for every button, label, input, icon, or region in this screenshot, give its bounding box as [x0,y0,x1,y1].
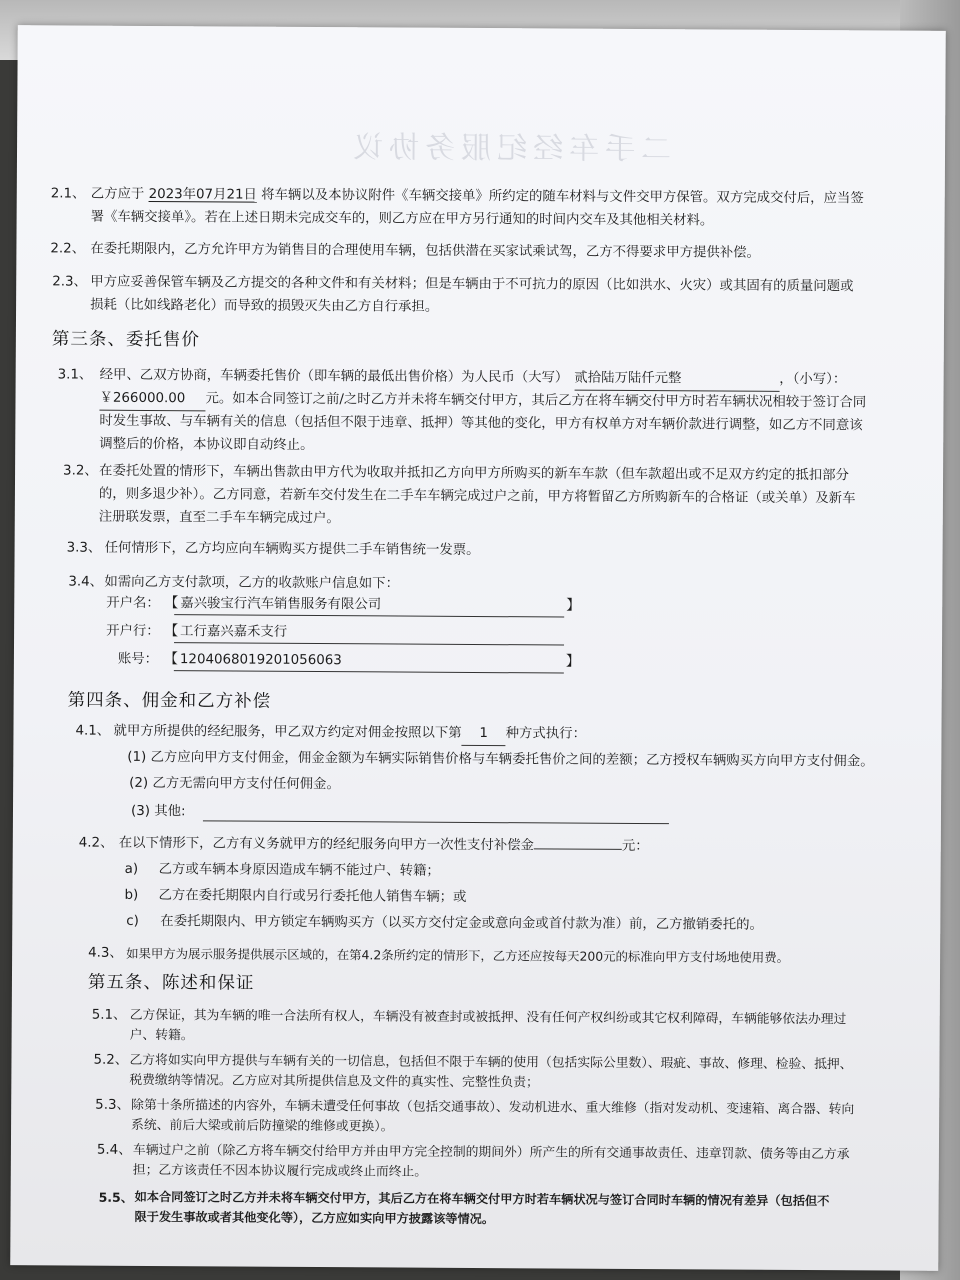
bank-value: 工行嘉兴嘉禾支行 [180,624,288,640]
clause-3-1-line-2: ￥266000.00 元。如本合同签订之前/之时乙方并未将车辆交付甲方，其后乙方在将车辆交付甲方时若车辆状况相较于签订合同 [99,387,866,416]
clause-number: 2.1、 [50,186,86,202]
item-label: a) [124,861,139,877]
bank-underline [174,642,564,645]
account-name-label: 开户名： [106,595,160,612]
clause-4-2-a: 乙方或车辆本身原因造成车辆不能过户、转籍； [158,862,440,879]
clause-3-1-line-3: 时发生事故、与车辆有关的信息（包括但不限于违章、抵押）等其他的变化，甲方有权单方对车辆价款进行调整，如乙方不同意该 [99,413,863,434]
commission-choice-field: 1 [462,722,506,746]
clause-4-2-b: 乙方在委托期限内自行或另行委托他人销售车辆；或 [158,888,467,905]
account-name-value: 嘉兴骏宝行汽车销售服务有限公司 [180,596,382,613]
item-label: b) [124,887,139,903]
clause-number: 5.2、 [93,1052,129,1068]
clause-5-2-line-1: 乙方将如实向甲方提供与车辆有关的一切信息，包括但不限于车辆的使用（包括实际公里数）、瑕疵、事故、修理、检验、抵押、 [129,1052,853,1073]
clause-4-1-line-1: 就甲方所提供的经纪服务，甲乙双方约定对佣金按照以下第 1 种方式执行： [113,720,586,747]
clause-number: 5.3、 [95,1097,130,1113]
clause-3-2-line-3: 注册联发票，直至二手车车辆完成过户。 [98,509,340,527]
section-4-heading: 第四条、佣金和乙方补偿 [67,690,272,712]
clause-5-1-line-2: 户、转籍。 [129,1027,194,1044]
clause-number: 5.5、 [98,1189,134,1205]
clause-5-5-line-1: 如本合同签订之时乙方并未将车辆交付甲方，其后乙方在将车辆交付甲方时若车辆状况与签订合同时车辆的情况有差异（包括但不 [134,1189,830,1209]
bleed-through-title: 二手车经纪服务协议 [346,130,672,168]
section-5-heading: 第五条、陈述和保证 [87,972,255,994]
clause-3-3-line-1: 任何情形下，乙方均应向车辆购买方提供二手车销售统一发票。 [104,540,480,559]
clause-3-2-line-2: 的，则多退少补）。乙方同意，若新车交付发生在二手车车辆完成过户之前，甲方将暂留乙方所购新车的合格证（或关单）及新车 [98,486,856,507]
commission-option-2: (2) 乙方无需向甲方支付任何佣金。 [129,775,340,793]
clause-4-2-c: 在委托期限内、甲方锁定车辆购买方（以买方交付定金或意向金或首付款为准）前，乙方撤销委托的。 [160,914,763,933]
bank-label: 开户行： [106,623,160,640]
clause-4-3-line-1: 如果甲方为展示服务提供展示区域的，在第4.2条所约定的情形下，乙方还应按每天200元的标准向甲方支付场地使用费。 [126,945,790,965]
price-in-words-field: 贰拾陆万陆仟元整 [574,367,779,392]
other-option-underline [203,820,669,824]
clause-number: 5.1、 [91,1007,127,1023]
compensation-amount-field [534,834,622,850]
contract-page: 二手车经纪服务协议 2.1、 乙方应于 2023年07月21日 将车辆以及本协议附件《车辆交接单》所约定的随车材料与文件交甲方保管。双方完成交付后，应当签 署《车辆交接单》。若在上述日期未完成交车的，则乙方应在甲方另行通知的时间内交车及其他相关材料。 2.2、 在委托期限内，乙方允许甲方为销售目的合理使用车辆，包括供潜在买家试乘试驾，乙方不得要求甲方提供补偿。 2.3、 甲方应妥善保管车辆及乙方提交的各种文件和有关材料；但是车辆由于不可抗力的原因（比如洪水、火灾）或其固有的质量问题或 损耗（比如线路老化）而导致的损毁灭失由乙方自行承担。 第三条、委托售价 3.1、 经甲、乙双方协商，车辆委托售价（即车辆的最低出售价格）为人民币（大写） 贰拾陆万陆仟元整 ，（小写）： ￥266000.00 元。如本合同签订之前/之时乙方并未将车辆交付甲方，其后乙方在将车辆交付甲方时若车辆状况相较于签订合同 时发生事故、与车辆有关的信息（包括但不限于违章、抵押）等其他的变化，甲方有权单方对车辆价款进行调整，如乙方不同意该 调整后的价格，本协议即自动终止。 3.2、 在委托处置的情形下，车辆出售款由甲方代为收取并抵扣乙方向甲方所购买的新车车款（但车款超出或不足双方约定的抵扣部分 的，则多退少补）。乙方同意，若新车交付发生在二手车车辆完成过户之前，甲方将暂留乙方所购新车的合格证（或关单）及新车 注册联发票，直至二手车车辆完成过户。 3.3、 任何情形下，乙方均应向车辆购买方提供二手车销售统一发票。 3.4、 如需向乙方支付款项，乙方的收款账户信息如下： 开户名： 【 嘉兴骏宝行汽车销售服务有限公司 】 开户行： 【 工行嘉兴嘉禾支行 账号： 【 1204068019201056063 】 第四条、佣金和乙方补偿 4.1、 就甲方所提供的经纪服务，甲乙双方约定对佣金按照以下第 1 种方式执行： (1) 乙方应向甲方支付佣金，佣金金额为车辆实际销售价格与车辆委托售价之间的差额；乙方授权车辆购买方向甲方支付佣金。 (2) 乙方无需向甲方支付任何佣金。 (3) 其他: 4.2、 在以下情形下，乙方有义务就甲方的经纪服务向甲方一次性支付补偿金 元： a) 乙方或车辆本身原因造成车辆不能过户、转籍； b) 乙方在委托期限内自行或另行委托他人销售车辆；或 c) 在委托期限内、甲方锁定车辆购买方（以买方交付定金或意向金或首付款为准）前，乙方撤销委托的。 4.3、 如果甲方为展示服务提供展示区域的，在第4.2条所约定的情形下，乙方还应按每天200元的标准向甲方支付场地使用费。 第五条、陈述和保证 5.1、 乙方保证，其为车辆的唯一合法所有权人，车辆没有被查封或被抵押、没有任何产权纠纷或其它权利障碍，车辆能够依法办理过 户、转籍。 5.2、 乙方将如实向甲方提供与车辆有关的一切信息，包括但不限于车辆的使用（包括实际公里数）、瑕疵、事故、修理、检验、抵押、 税费缴纳等情况。乙方应对其所提供信息及文件的真实性、完整性负责； 5.3、 除第十条所描述的内容外，车辆未遭受任何事故（包括交通事故）、发动机进水、重大维修（指对发动机、变速箱、离合器、转向 系统、前后大梁或前后防撞梁的维修或更换）。 5.4、 车辆过户之前（除乙方将车辆交付给甲方并由甲方完全控制的期间外）所产生的所有交通事故责任、违章罚款、债务等由乙方承 担；乙方该责任不因本协议履行完成或终止而终止。 5.5、 如本合同签订之时乙方并未将车辆交付甲方，其后乙方在将车辆交付甲方时若车辆状况与签订合同时车辆的情况有差异（包括但不 限于发生事故或者其他变化等），乙方应如实向甲方披露该等情况。 [10,25,946,1271]
account-number-value: 1204068019201056063 [179,652,342,669]
clause-2-3-line-1: 甲方应妥善保管车辆及乙方提交的各种文件和有关材料；但是车辆由于不可抗力的原因（比如洪水、火灾）或其固有的质量问题或 [90,274,854,295]
clause-5-3-line-2: 系统、前后大梁或前后防撞梁的维修或更换）。 [131,1117,394,1135]
clause-5-3-line-1: 除第十条所描述的内容外，车辆未遭受任何事故（包括交通事故）、发动机进水、重大维修（指对发动机、变速箱、离合器、转向 [131,1097,855,1118]
clause-number: 4.3、 [88,945,123,961]
item-label: c) [126,913,139,929]
commission-option-3: (3) 其他: [130,803,186,820]
clause-number: 4.1、 [75,723,111,739]
clause-number: 3.2、 [63,463,98,479]
account-number-underline [174,670,564,673]
clause-2-1-line-1: 乙方应于 2023年07月21日 将车辆以及本协议附件《车辆交接单》所约定的随车材料与文件交甲方保管。双方完成交付后，应当签 [90,186,864,207]
clause-5-4-line-2: 担；乙方该责任不因本协议履行完成或终止而终止。 [132,1162,428,1180]
section-3-heading: 第三条、委托售价 [51,329,200,351]
clause-2-1-line-2: 署《车辆交接单》。若在上述日期未完成交车的，则乙方应在甲方另行通知的时间内交车及其他相关材料。 [90,209,714,229]
delivery-date: 2023年07月21日 [148,186,257,203]
clause-number: 3.3、 [66,540,102,556]
clause-2-3-line-2: 损耗（比如线路老化）而导致的损毁灭失由乙方自行承担。 [90,297,439,315]
clause-number: 3.4、 [68,574,104,590]
clause-2-2-line-1: 在委托期限内，乙方允许甲方为销售目的合理使用车辆，包括供潜在买家试乘试驾，乙方不得要求甲方提供补偿。 [90,241,760,261]
clause-3-1-line-4: 调整后的价格，本协议即自动终止。 [99,436,314,453]
clause-5-2-line-2: 税费缴纳等情况。乙方应对其所提供信息及文件的真实性、完整性负责； [129,1072,539,1091]
account-name-underline [174,614,564,617]
clause-4-2-line-1: 在以下情形下，乙方有义务就甲方的经纪服务向甲方一次性支付补偿金 元： [118,835,649,855]
clause-5-4-line-1: 车辆过户之前（除乙方将车辆交付给甲方并由甲方完全控制的期间外）所产生的所有交通事故责任、违章罚款、债务等由乙方承 [132,1142,850,1163]
price-in-figures-field: ￥266000.00 [99,387,205,412]
clause-number: 2.2、 [50,241,86,257]
clause-number: 2.3、 [52,274,87,290]
clause-3-2-line-1: 在委托处置的情形下，车辆出售款由甲方代为收取并抵扣乙方向甲方所购买的新车车款（但车款超出或不足双方约定的抵扣部分 [99,463,849,484]
clause-3-4-line-1: 如需向乙方支付款项，乙方的收款账户信息如下： [104,574,400,592]
clause-5-5-line-2: 限于发生事故或者其他变化等），乙方应如实向甲方披露该等情况。 [134,1209,495,1227]
account-number-label: 账号： [117,651,159,668]
clause-number: 3.1、 [57,367,93,383]
clause-3-1-line-1: 经甲、乙双方协商，车辆委托售价（即车辆的最低出售价格）为人民币（大写） 贰拾陆万陆仟元整 ，（小写）： [100,364,847,393]
clause-5-1-line-1: 乙方保证，其为车辆的唯一合法所有权人，车辆没有被查封或被抵押、没有任何产权纠纷或其它权利障碍，车辆能够依法办理过 [129,1007,847,1028]
clause-number: 5.4、 [96,1142,132,1158]
clause-number: 4.2、 [78,835,114,851]
commission-option-1: (1) 乙方应向甲方支付佣金，佣金金额为车辆实际销售价格与车辆委托售价之间的差额；乙方授权车辆购买方向甲方支付佣金。 [127,749,874,770]
